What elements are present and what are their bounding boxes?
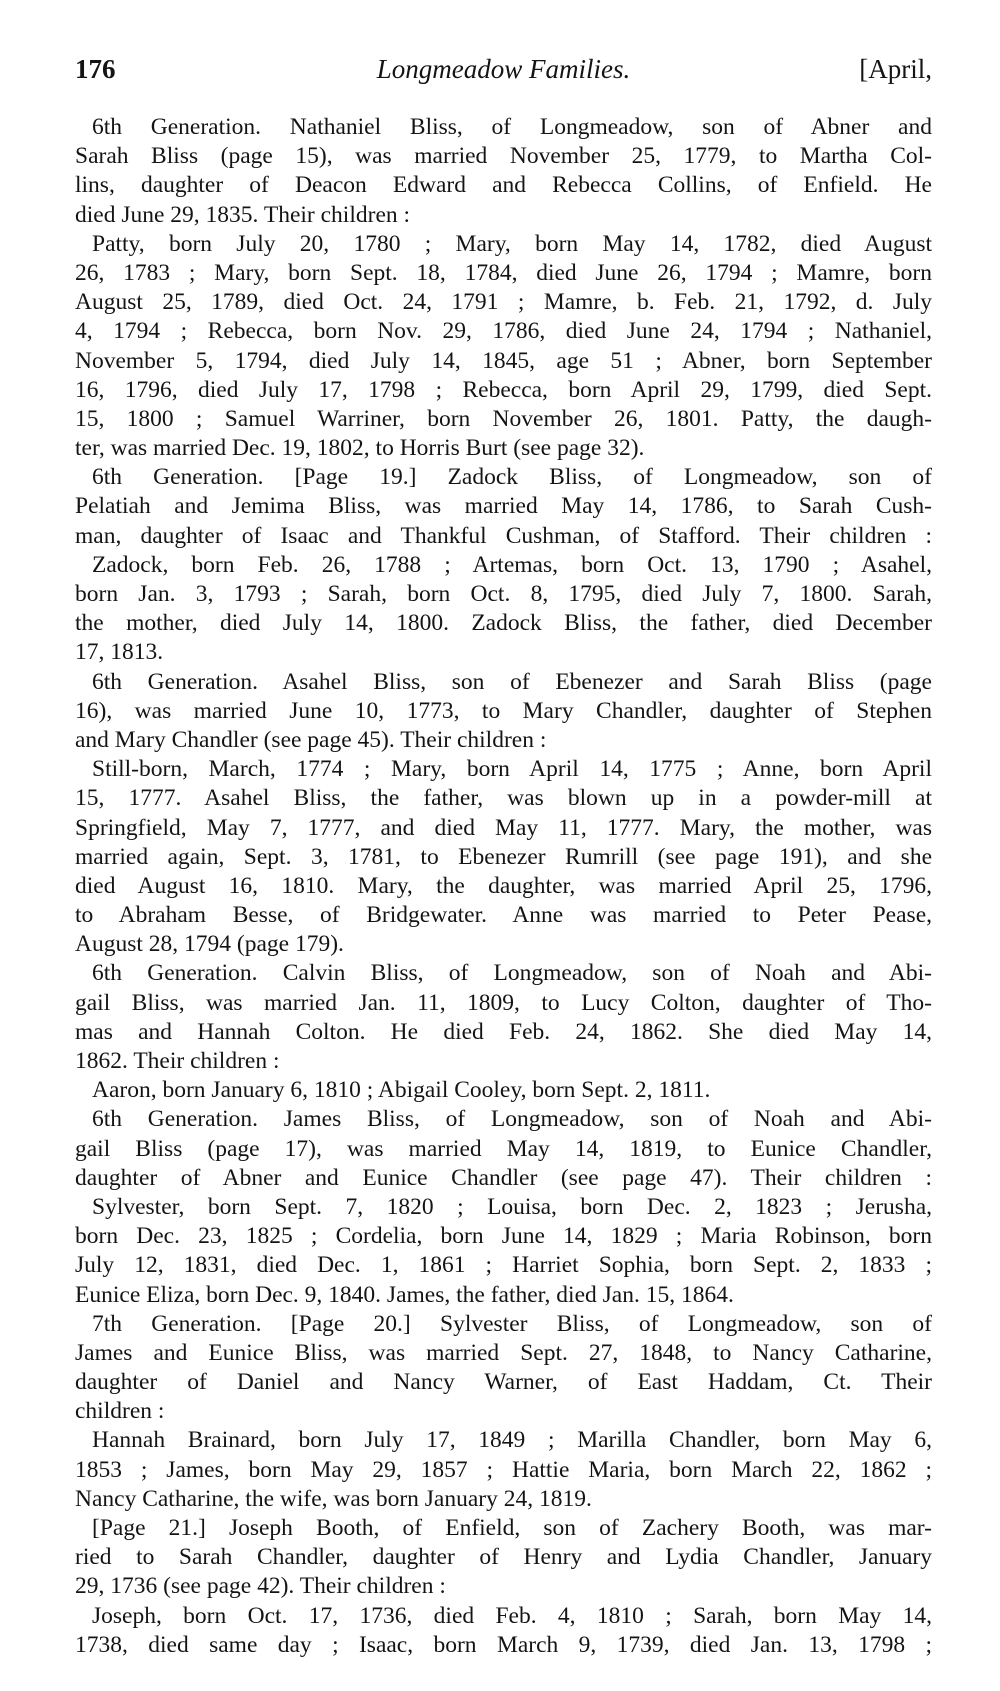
- text-line: 1738, died same day ; Isaac, born March 9, 1739, died Jan. 13, 1798 ;: [75, 1631, 932, 1658]
- text-line: Aaron, born January 6, 1810 ; Abigail Cooley, born Sept. 2, 1811.: [92, 1077, 711, 1104]
- text-line: November 5, 1794, died July 14, 1845, age 51 ; Abner, born September: [75, 347, 932, 374]
- text-line: Nancy Catharine, the wife, was born January 24, 1819.: [75, 1485, 592, 1512]
- text-line: Patty, born July 20, 1780 ; Mary, born May 14, 1782, died August: [92, 230, 932, 257]
- text-line: died August 16, 1810. Mary, the daughter, was married April 25, 1796,: [75, 872, 932, 899]
- text-line: married again, Sept. 3, 1781, to Ebenezer Rumrill (see page 191), and she: [75, 843, 932, 870]
- text-line: July 12, 1831, died Dec. 1, 1861 ; Harriet Sophia, born Sept. 2, 1833 ;: [75, 1252, 932, 1279]
- text-line: 1862. Their children :: [75, 1048, 280, 1074]
- text-line: 4, 1794 ; Rebecca, born Nov. 29, 1786, died June 24, 1794 ; Nathaniel,: [75, 318, 932, 345]
- text-line: James and Eunice Bliss, was married Sept. 27, 1848, to Nancy Catharine,: [75, 1339, 932, 1366]
- text-line: children :: [75, 1398, 165, 1425]
- text-line: man, daughter of Isaac and Thankful Cushman, of Stafford. Their children :: [75, 522, 932, 549]
- text-line: Pelatiah and Jemima Bliss, was married May 14, 1786, to Sarah Cush-: [75, 493, 932, 520]
- text-line: 6th Generation. James Bliss, of Longmeadow, son of Noah and Abi-: [92, 1106, 932, 1133]
- text-line: 6th Generation. [Page 19.] Zadock Bliss, of Longmeadow, son of: [92, 464, 932, 491]
- text-line: Sarah Bliss (page 15), was married November 25, 1779, to Martha Col-: [75, 143, 932, 170]
- text-line: Hannah Brainard, born July 17, 1849 ; Marilla Chandler, born May 6,: [92, 1427, 932, 1454]
- text-line: ried to Sarah Chandler, daughter of Henry and Lydia Chandler, January: [75, 1544, 932, 1571]
- text-line: Still-born, March, 1774 ; Mary, born April 14, 1775 ; Anne, born April: [92, 756, 932, 783]
- text-line: 6th Generation. Nathaniel Bliss, of Longmeadow, son of Abner and: [92, 114, 932, 140]
- text-line: Joseph, born Oct. 17, 1736, died Feb. 4, 1810 ; Sarah, born May 14,: [92, 1602, 932, 1629]
- page-number: 176: [75, 54, 116, 84]
- text-line: 29, 1736 (see page 42). Their children :: [75, 1573, 446, 1600]
- text-line: Springfield, May 7, 1777, and died May 11, 1777. Mary, the mother, was: [75, 814, 932, 841]
- text-line: died June 29, 1835. Their children :: [75, 201, 411, 228]
- text-line: daughter of Abner and Eunice Chandler (see page 47). Their children :: [75, 1164, 932, 1191]
- text-line: 15, 1800 ; Samuel Warriner, born November 26, 1801. Patty, the daugh-: [75, 405, 932, 432]
- text-line: and Mary Chandler (see page 45). Their children :: [75, 726, 547, 753]
- text-line: to Abraham Besse, of Bridgewater. Anne was married to Peter Pease,: [75, 902, 932, 929]
- text-line: [Page 21.] Joseph Booth, of Enfield, son of Zachery Booth, was mar-: [92, 1515, 932, 1541]
- text-line: born Dec. 23, 1825 ; Cordelia, born June 14, 1829 ; Maria Robinson, born: [75, 1223, 932, 1250]
- text-line: 7th Generation. [Page 20.] Sylvester Bliss, of Longmeadow, son of: [92, 1310, 932, 1337]
- text-line: Sylvester, born Sept. 7, 1820 ; Louisa, born Dec. 2, 1823 ; Jerusha,: [92, 1193, 932, 1220]
- text-line: 17, 1813.: [75, 639, 164, 666]
- text-line: gail Bliss, was married Jan. 11, 1809, to Lucy Colton, daughter of Tho-: [75, 989, 932, 1016]
- running-header: [75, 54, 932, 94]
- running-title: Longmeadow Families.: [376, 54, 631, 84]
- text-line: gail Bliss (page 17), was married May 14, 1819, to Eunice Chandler,: [75, 1135, 932, 1162]
- text-line: ter, was married Dec. 19, 1802, to Horris Burt (see page 32).: [75, 435, 645, 462]
- text-line: mas and Hannah Colton. He died Feb. 24, 1862. She died May 14,: [75, 1018, 932, 1045]
- text-line: born Jan. 3, 1793 ; Sarah, born Oct. 8, 1795, died July 7, 1800. Sarah,: [75, 581, 932, 607]
- text-line: 6th Generation. Calvin Bliss, of Longmeadow, son of Noah and Abi-: [92, 960, 932, 987]
- text-line: August 28, 1794 (page 179).: [75, 931, 344, 958]
- text-line: 16, 1796, died July 17, 1798 ; Rebecca, born April 29, 1799, died Sept.: [75, 376, 932, 403]
- text-line: 1853 ; James, born May 29, 1857 ; Hattie Maria, born March 22, 1862 ;: [75, 1456, 932, 1483]
- text-line: 15, 1777. Asahel Bliss, the father, was blown up in a powder-mill at: [75, 785, 932, 812]
- page-body-text: [75, 113, 932, 1660]
- text-line: lins, daughter of Deacon Edward and Rebecca Collins, of Enfield. He: [75, 172, 932, 199]
- text-line: Zadock, born Feb. 26, 1788 ; Artemas, born Oct. 13, 1790 ; Asahel,: [92, 551, 932, 578]
- text-line: daughter of Daniel and Nancy Warner, of East Haddam, Ct. Their: [75, 1369, 932, 1396]
- text-line: August 25, 1789, died Oct. 24, 1791 ; Mamre, b. Feb. 21, 1792, d. July: [75, 289, 932, 316]
- text-line: 26, 1783 ; Mary, born Sept. 18, 1784, died June 26, 1794 ; Mamre, born: [75, 259, 932, 286]
- running-date: [April,: [859, 54, 932, 84]
- text-line: 16), was married June 10, 1773, to Mary Chandler, daughter of Stephen: [75, 697, 932, 724]
- text-line: Eunice Eliza, born Dec. 9, 1840. James, the father, died Jan. 15, 1864.: [75, 1281, 734, 1308]
- text-line: 6th Generation. Asahel Bliss, son of Ebenezer and Sarah Bliss (page: [92, 668, 932, 695]
- text-line: the mother, died July 14, 1800. Zadock Bliss, the father, died December: [75, 610, 932, 637]
